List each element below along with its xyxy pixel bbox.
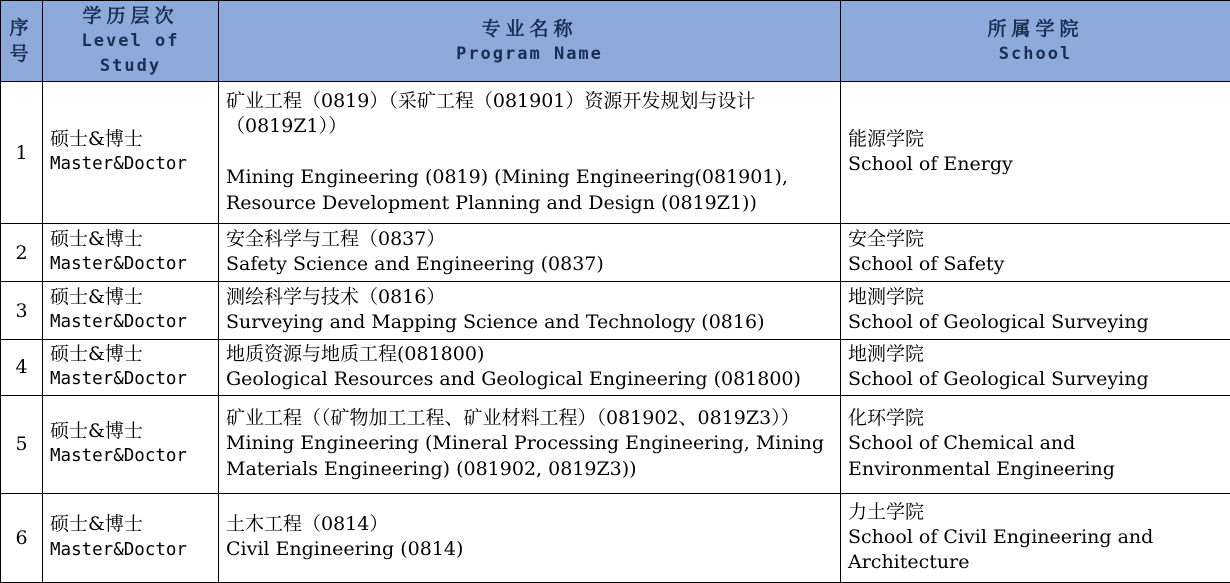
level-en: Master&Doctor <box>50 538 211 563</box>
row-number: 3 <box>1 282 43 340</box>
table-row <box>1 340 1230 396</box>
school-cell <box>841 224 1230 282</box>
header-level-zh: 学历层次 <box>45 3 216 29</box>
level-zh: 硕士&博士 <box>50 227 211 252</box>
program-name-en: Mining Engineering (0819) (Mining Engineering(081901), Resource Development Planning and Design (0819Z1)) <box>226 165 833 216</box>
program-name-en: Mining Engineering (Mineral Processing Engineering, Mining Materials Engineering) (081902, 0819Z3)) <box>226 431 833 482</box>
level-cell <box>43 282 219 340</box>
header-level-en: Level of Study <box>45 29 216 79</box>
header-no <box>1 1 43 82</box>
program-name-en: Geological Resources and Geological Engineering (081800) <box>226 367 833 393</box>
header-no-label: 序号 <box>3 15 40 67</box>
level-zh: 硕士&博士 <box>50 419 211 444</box>
program-cell <box>219 340 841 396</box>
row-number: 6 <box>1 493 43 582</box>
level-cell <box>43 395 219 493</box>
header-school-zh: 所属学院 <box>843 16 1228 42</box>
row-number: 1 <box>1 82 43 224</box>
program-name-en: Surveying and Mapping Science and Technology (0816) <box>226 310 833 336</box>
level-en: Master&Doctor <box>50 152 211 177</box>
program-name-en: Safety Science and Engineering (0837) <box>226 252 833 278</box>
level-zh: 硕士&博士 <box>50 512 211 537</box>
program-name-en: Civil Engineering (0814) <box>226 537 833 563</box>
school-cell <box>841 82 1230 224</box>
program-cell <box>219 395 841 493</box>
school-zh: 安全学院 <box>848 227 1223 252</box>
header-school-en: School <box>843 42 1228 67</box>
school-en: School of Energy <box>848 152 1223 178</box>
school-zh: 力土学院 <box>848 500 1223 525</box>
program-cell <box>219 493 841 582</box>
program-name-zh: 矿业工程（0819）（采矿工程（081901）资源开发规划与设计（0819Z1）） <box>226 89 833 139</box>
school-en: School of Safety <box>848 252 1223 278</box>
level-cell <box>43 340 219 396</box>
table-row <box>1 282 1230 340</box>
level-cell <box>43 493 219 582</box>
program-name-zh: 安全科学与工程（0837） <box>226 227 833 252</box>
program-name-zh: 测绘科学与技术（0816） <box>226 285 833 310</box>
program-name-zh: 地质资源与地质工程(081800) <box>226 342 833 367</box>
table-row <box>1 82 1230 224</box>
header-program-zh: 专业名称 <box>221 16 838 42</box>
school-zh: 能源学院 <box>848 127 1223 152</box>
table-header <box>1 1 1230 82</box>
program-cell <box>219 282 841 340</box>
school-cell <box>841 493 1230 582</box>
level-en: Master&Doctor <box>50 252 211 277</box>
level-cell <box>43 224 219 282</box>
header-program-en: Program Name <box>221 42 838 67</box>
level-zh: 硕士&博士 <box>50 342 211 367</box>
table-body <box>1 82 1230 583</box>
program-name-zh: 土木工程（0814） <box>226 512 833 537</box>
school-cell <box>841 282 1230 340</box>
school-zh: 化环学院 <box>848 406 1223 431</box>
school-en: School of Civil Engineering and Architecture <box>848 525 1223 576</box>
header-program-name <box>219 1 841 82</box>
header-school <box>841 1 1230 82</box>
program-name-zh: 矿业工程（（矿物加工工程、矿业材料工程）（081902、0819Z3）） <box>226 406 833 431</box>
table-row <box>1 493 1230 582</box>
school-en: School of Geological Surveying <box>848 367 1223 393</box>
school-zh: 地测学院 <box>848 342 1223 367</box>
school-cell <box>841 340 1230 396</box>
level-cell <box>43 82 219 224</box>
row-number: 5 <box>1 395 43 493</box>
level-en: Master&Doctor <box>50 310 211 335</box>
table-row <box>1 224 1230 282</box>
program-cell <box>219 224 841 282</box>
row-number: 2 <box>1 224 43 282</box>
program-cell <box>219 82 841 224</box>
row-number: 4 <box>1 340 43 396</box>
level-en: Master&Doctor <box>50 444 211 469</box>
table-row <box>1 395 1230 493</box>
level-zh: 硕士&博士 <box>50 127 211 152</box>
school-cell <box>841 395 1230 493</box>
school-en: School of Geological Surveying <box>848 310 1223 336</box>
school-zh: 地测学院 <box>848 285 1223 310</box>
school-en: School of Chemical and Environmental Engineering <box>848 431 1223 482</box>
header-level-of-study <box>43 1 219 82</box>
level-zh: 硕士&博士 <box>50 285 211 310</box>
level-en: Master&Doctor <box>50 367 211 392</box>
header-row <box>1 1 1230 82</box>
